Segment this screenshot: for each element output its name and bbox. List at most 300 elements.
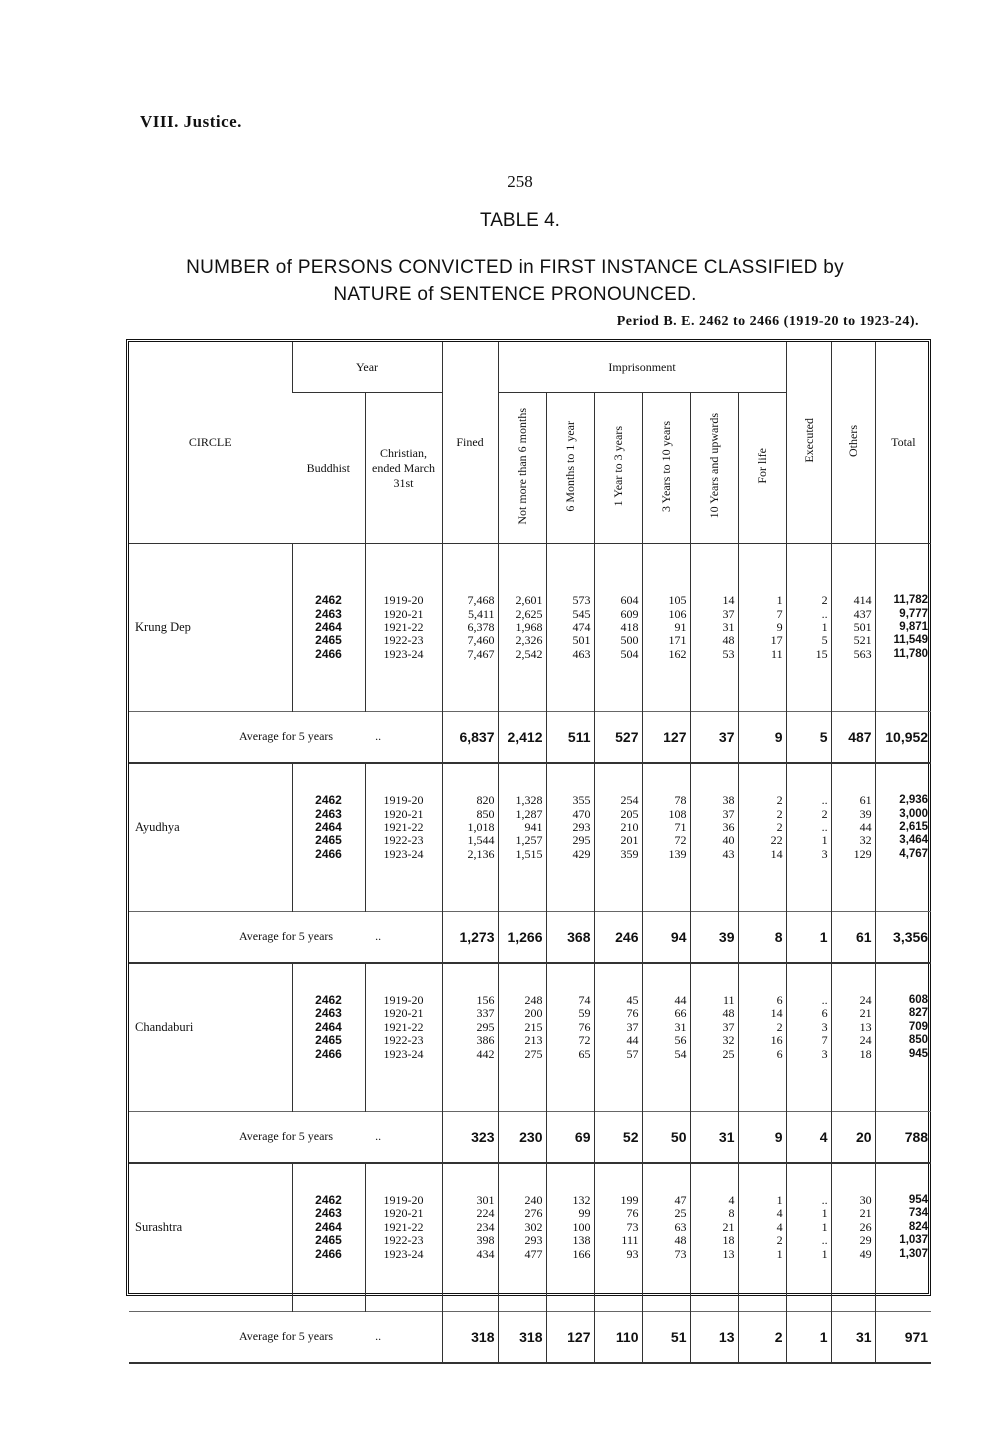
- avg-c1-cell: 2,412: [498, 711, 546, 763]
- spacer-cell: [442, 1061, 498, 1112]
- c3-cell: 500: [594, 634, 642, 647]
- exe-cell: 2: [786, 594, 831, 607]
- col-imp-6-label: For life: [755, 448, 770, 484]
- c5-cell: 37: [690, 1021, 738, 1034]
- spacer-cell: [292, 963, 365, 994]
- spacer-cell: [442, 1261, 498, 1312]
- christian-year-cell: 1923-24: [365, 848, 442, 861]
- col-executed-label: Executed: [801, 418, 816, 463]
- avg-tot-cell: 10,952: [875, 711, 931, 763]
- c5-cell: 43: [690, 848, 738, 861]
- exe-cell: ..: [786, 1194, 831, 1207]
- table-title: [150, 254, 880, 308]
- exe-cell: 1: [786, 1247, 831, 1260]
- spacer-cell: [594, 1061, 642, 1112]
- tot-cell: 1,037: [875, 1234, 931, 1247]
- avg-c3-cell: 246: [594, 911, 642, 963]
- c4-cell: 171: [642, 634, 690, 647]
- avg-c4-cell: 51: [642, 1311, 690, 1363]
- c6-cell: 14: [738, 848, 786, 861]
- spacer-row: [129, 661, 931, 712]
- buddhist-year-cell: 2464: [292, 621, 365, 634]
- buddhist-year-cell: 2463: [292, 807, 365, 820]
- spacer-cell: [292, 1061, 365, 1112]
- spacer-cell: [594, 544, 642, 595]
- avg-c1-cell: 1,266: [498, 911, 546, 963]
- col-circle: CIRCLE: [129, 342, 292, 544]
- circle-cell: [129, 821, 292, 834]
- spacer-cell: [594, 763, 642, 794]
- spacer-row: [129, 1261, 931, 1312]
- christian-year-cell: 1920-21: [365, 1207, 442, 1220]
- spacer-row: [129, 763, 931, 794]
- circle-cell: [129, 607, 292, 620]
- spacer-cell: [292, 661, 365, 712]
- oth-cell: 501: [831, 621, 875, 634]
- spacer-cell: [642, 1163, 690, 1194]
- spacer-cell: [129, 1163, 292, 1194]
- exe-cell: ..: [786, 607, 831, 620]
- oth-cell: 21: [831, 1207, 875, 1220]
- table-row: [129, 1247, 931, 1260]
- avg-c3-cell: 52: [594, 1111, 642, 1163]
- avg-fined-cell: 318: [442, 1311, 498, 1363]
- table-row: [129, 1194, 931, 1207]
- c1-cell: 293: [498, 1234, 546, 1247]
- c4-cell: 72: [642, 834, 690, 847]
- oth-cell: 49: [831, 1247, 875, 1260]
- c6-cell: 14: [738, 1007, 786, 1020]
- avg-oth-cell: 61: [831, 911, 875, 963]
- tot-cell: 945: [875, 1047, 931, 1060]
- christian-year-cell: 1922-23: [365, 834, 442, 847]
- average-label: Average for 5 years: [239, 929, 334, 944]
- spacer-cell: [875, 1061, 931, 1112]
- col-year: Year: [292, 342, 442, 393]
- fined-cell: 820: [442, 794, 498, 807]
- table-row: [129, 994, 931, 1007]
- spacer-cell: [546, 661, 594, 712]
- avg-oth-cell: 487: [831, 711, 875, 763]
- tot-cell: 11,780: [875, 648, 931, 661]
- col-imp-1-label: Not more than 6 months: [515, 407, 529, 525]
- c4-cell: 44: [642, 994, 690, 1007]
- c6-cell: 1: [738, 1247, 786, 1260]
- avg-c5-cell: 13: [690, 1311, 738, 1363]
- col-imp-2: [546, 393, 594, 544]
- circle-cell: [129, 848, 292, 861]
- oth-cell: 32: [831, 834, 875, 847]
- avg-c3-cell: 110: [594, 1311, 642, 1363]
- spacer-cell: [875, 1163, 931, 1194]
- spacer-cell: [831, 661, 875, 712]
- spacer-cell: [498, 661, 546, 712]
- avg-oth-cell: 31: [831, 1311, 875, 1363]
- fined-cell: 386: [442, 1034, 498, 1047]
- spacer-cell: [498, 963, 546, 994]
- christian-year-cell: 1921-22: [365, 1221, 442, 1234]
- c2-cell: 573: [546, 594, 594, 607]
- spacer-row: [129, 1163, 931, 1194]
- spacer-cell: [786, 861, 831, 912]
- spacer-cell: [129, 661, 292, 712]
- buddhist-year-cell: 2462: [292, 1194, 365, 1207]
- circle-cell: [129, 1021, 292, 1034]
- spacer-cell: [875, 963, 931, 994]
- spacer-cell: [442, 661, 498, 712]
- oth-cell: 414: [831, 594, 875, 607]
- average-label-cell: [129, 1311, 442, 1363]
- avg-c4-cell: 127: [642, 711, 690, 763]
- exe-cell: 3: [786, 848, 831, 861]
- tot-cell: 954: [875, 1194, 931, 1207]
- avg-c2-cell: 368: [546, 911, 594, 963]
- spacer-cell: [786, 661, 831, 712]
- exe-cell: 7: [786, 1034, 831, 1047]
- page-number: 258: [507, 172, 533, 191]
- buddhist-year-cell: 2462: [292, 994, 365, 1007]
- buddhist-year-cell: 2465: [292, 634, 365, 647]
- avg-exe-cell: 1: [786, 1311, 831, 1363]
- spacer-cell: [594, 1261, 642, 1312]
- circle-cell: [129, 1247, 292, 1260]
- oth-cell: 18: [831, 1047, 875, 1060]
- tot-cell: 608: [875, 994, 931, 1007]
- spacer-cell: [738, 763, 786, 794]
- c3-cell: 111: [594, 1234, 642, 1247]
- avg-tot-cell: 971: [875, 1311, 931, 1363]
- c1-cell: 2,542: [498, 648, 546, 661]
- c5-cell: 37: [690, 607, 738, 620]
- c2-cell: 295: [546, 834, 594, 847]
- average-row: [129, 1111, 931, 1163]
- buddhist-year-cell: 2462: [292, 794, 365, 807]
- spacer-cell: [442, 1163, 498, 1194]
- tot-cell: 3,000: [875, 807, 931, 820]
- spacer-cell: [875, 763, 931, 794]
- tot-cell: 850: [875, 1034, 931, 1047]
- tot-cell: 2,936: [875, 794, 931, 807]
- avg-c6-cell: 9: [738, 1111, 786, 1163]
- c6-cell: 6: [738, 994, 786, 1007]
- spacer-cell: [875, 544, 931, 595]
- oth-cell: 44: [831, 821, 875, 834]
- spacer-cell: [498, 763, 546, 794]
- c3-cell: 73: [594, 1221, 642, 1234]
- c2-cell: 132: [546, 1194, 594, 1207]
- circle-cell: [129, 994, 292, 1007]
- section-heading: VIII. Justice.: [140, 112, 242, 131]
- c1-cell: 213: [498, 1034, 546, 1047]
- spacer-cell: [546, 1163, 594, 1194]
- spacer-cell: [365, 763, 442, 794]
- spacer-cell: [365, 861, 442, 912]
- avg-oth-cell: 20: [831, 1111, 875, 1163]
- circle-cell: [129, 648, 292, 661]
- spacer-cell: [690, 963, 738, 994]
- christian-year-cell: 1922-23: [365, 1234, 442, 1247]
- fined-cell: 442: [442, 1047, 498, 1060]
- avg-c4-cell: 50: [642, 1111, 690, 1163]
- spacer-cell: [831, 861, 875, 912]
- spacer-cell: [129, 861, 292, 912]
- c6-cell: 2: [738, 821, 786, 834]
- c3-cell: 504: [594, 648, 642, 661]
- christian-year-cell: 1921-22: [365, 821, 442, 834]
- exe-cell: 5: [786, 634, 831, 647]
- spacer-cell: [365, 1061, 442, 1112]
- tot-cell: 9,777: [875, 607, 931, 620]
- christian-year-cell: 1923-24: [365, 1047, 442, 1060]
- c2-cell: 138: [546, 1234, 594, 1247]
- convictions-table-frame: [126, 339, 931, 1345]
- c2-cell: 76: [546, 1021, 594, 1034]
- table-row: [129, 1034, 931, 1047]
- c3-cell: 604: [594, 594, 642, 607]
- spacer-cell: [292, 1163, 365, 1194]
- circle-name: Surashtra: [135, 1219, 183, 1234]
- fined-cell: 7,468: [442, 594, 498, 607]
- spacer-row: [129, 861, 931, 912]
- period-label: Period B. E. 2462 to 2466 (1919-20 to 1923-24).: [616, 314, 919, 329]
- spacer-cell: [831, 1061, 875, 1112]
- c6-cell: 16: [738, 1034, 786, 1047]
- spacer-cell: [642, 763, 690, 794]
- spacer-cell: [546, 544, 594, 595]
- table-row: [129, 1021, 931, 1034]
- col-christian: Christian, ended March 31st: [365, 393, 442, 544]
- spacer-cell: [129, 963, 292, 994]
- buddhist-year-cell: 2464: [292, 821, 365, 834]
- circle-name: Ayudhya: [135, 819, 180, 834]
- col-imp-2-label: 6 Months to 1 year: [563, 420, 577, 512]
- col-imp-4-label: 3 Years to 10 years: [659, 420, 673, 512]
- circle-cell: [129, 1221, 292, 1234]
- christian-year-cell: 1920-21: [365, 1007, 442, 1020]
- c4-cell: 54: [642, 1047, 690, 1060]
- spacer-cell: [786, 1061, 831, 1112]
- oth-cell: 437: [831, 607, 875, 620]
- spacer-cell: [642, 963, 690, 994]
- c2-cell: 463: [546, 648, 594, 661]
- col-executed: [786, 342, 831, 544]
- spacer-cell: [642, 1261, 690, 1312]
- table-row: [129, 621, 931, 634]
- table-row: [129, 1221, 931, 1234]
- avg-tot-cell: 788: [875, 1111, 931, 1163]
- c2-cell: 99: [546, 1207, 594, 1220]
- c5-cell: 48: [690, 1007, 738, 1020]
- exe-cell: ..: [786, 1234, 831, 1247]
- c5-cell: 18: [690, 1234, 738, 1247]
- table-row: [129, 794, 931, 807]
- table-title-line2: NATURE of SENTENCE PRONOUNCED.: [333, 284, 697, 305]
- spacer-cell: [738, 861, 786, 912]
- oth-cell: 13: [831, 1021, 875, 1034]
- tot-cell: 11,549: [875, 634, 931, 647]
- c2-cell: 470: [546, 807, 594, 820]
- circle-cell: [129, 1234, 292, 1247]
- c1-cell: 1,257: [498, 834, 546, 847]
- c6-cell: 1: [738, 594, 786, 607]
- exe-cell: 15: [786, 648, 831, 661]
- avg-c2-cell: 69: [546, 1111, 594, 1163]
- c5-cell: 21: [690, 1221, 738, 1234]
- spacer-cell: [498, 1163, 546, 1194]
- oth-cell: 30: [831, 1194, 875, 1207]
- c1-cell: 276: [498, 1207, 546, 1220]
- avg-fined-cell: 323: [442, 1111, 498, 1163]
- c6-cell: 4: [738, 1221, 786, 1234]
- circle-cell: [129, 1047, 292, 1060]
- tot-cell: 9,871: [875, 621, 931, 634]
- spacer-cell: [546, 963, 594, 994]
- c4-cell: 31: [642, 1021, 690, 1034]
- c3-cell: 199: [594, 1194, 642, 1207]
- exe-cell: 3: [786, 1021, 831, 1034]
- col-imp-5-label: 10 Years and upwards: [707, 413, 721, 519]
- spacer-cell: [690, 661, 738, 712]
- c5-cell: 37: [690, 807, 738, 820]
- average-label: Average for 5 years: [239, 1129, 334, 1144]
- c2-cell: 355: [546, 794, 594, 807]
- c4-cell: 139: [642, 848, 690, 861]
- spacer-cell: [498, 1261, 546, 1312]
- table-row: [129, 607, 931, 620]
- tot-cell: 4,767: [875, 848, 931, 861]
- spacer-cell: [642, 661, 690, 712]
- avg-c4-cell: 94: [642, 911, 690, 963]
- avg-c2-cell: 511: [546, 711, 594, 763]
- fined-cell: 2,136: [442, 848, 498, 861]
- c3-cell: 609: [594, 607, 642, 620]
- buddhist-year-cell: 2466: [292, 648, 365, 661]
- avg-fined-cell: 1,273: [442, 911, 498, 963]
- c4-cell: 91: [642, 621, 690, 634]
- fined-cell: 398: [442, 1234, 498, 1247]
- christian-year-cell: 1922-23: [365, 634, 442, 647]
- spacer-cell: [738, 661, 786, 712]
- spacer-cell: [292, 544, 365, 595]
- buddhist-year-cell: 2462: [292, 594, 365, 607]
- c5-cell: 14: [690, 594, 738, 607]
- c6-cell: 7: [738, 607, 786, 620]
- spacer-cell: [738, 1261, 786, 1312]
- christian-year-cell: 1923-24: [365, 648, 442, 661]
- c5-cell: 36: [690, 821, 738, 834]
- c3-cell: 76: [594, 1207, 642, 1220]
- spacer-cell: [365, 963, 442, 994]
- average-label: Average for 5 years: [239, 1329, 334, 1344]
- circle-name: Krung Dep: [135, 619, 191, 634]
- c1-cell: 240: [498, 1194, 546, 1207]
- spacer-cell: [365, 1261, 442, 1312]
- table-row: [129, 834, 931, 847]
- spacer-cell: [690, 861, 738, 912]
- c5-cell: 31: [690, 621, 738, 634]
- buddhist-year-cell: 2463: [292, 1007, 365, 1020]
- spacer-cell: [292, 763, 365, 794]
- christian-year-cell: 1921-22: [365, 621, 442, 634]
- circle-cell: [129, 1207, 292, 1220]
- table-row: [129, 1047, 931, 1060]
- table-body: [129, 544, 931, 1363]
- exe-cell: 1: [786, 621, 831, 634]
- c3-cell: 44: [594, 1034, 642, 1047]
- spacer-cell: [642, 544, 690, 595]
- tot-cell: 827: [875, 1007, 931, 1020]
- col-imprisonment: Imprisonment: [498, 342, 786, 393]
- exe-cell: 1: [786, 1221, 831, 1234]
- buddhist-year-cell: 2466: [292, 848, 365, 861]
- spacer-cell: [129, 1261, 292, 1312]
- avg-c5-cell: 37: [690, 711, 738, 763]
- average-label-cell: [129, 1111, 442, 1163]
- fined-cell: 5,411: [442, 607, 498, 620]
- table-row: [129, 648, 931, 661]
- exe-cell: 1: [786, 834, 831, 847]
- tot-cell: 11,782: [875, 594, 931, 607]
- buddhist-year-cell: 2466: [292, 1247, 365, 1260]
- c3-cell: 93: [594, 1247, 642, 1260]
- circle-cell: [129, 1194, 292, 1207]
- spacer-cell: [129, 763, 292, 794]
- spacer-cell: [786, 1163, 831, 1194]
- exe-cell: ..: [786, 794, 831, 807]
- c4-cell: 71: [642, 821, 690, 834]
- fined-cell: 1,544: [442, 834, 498, 847]
- buddhist-year-cell: 2463: [292, 607, 365, 620]
- table-row: [129, 1207, 931, 1220]
- c2-cell: 65: [546, 1047, 594, 1060]
- average-label-cell: [129, 911, 442, 963]
- c3-cell: 45: [594, 994, 642, 1007]
- buddhist-year-cell: 2463: [292, 1207, 365, 1220]
- c2-cell: 74: [546, 994, 594, 1007]
- tot-cell: 1,307: [875, 1247, 931, 1260]
- avg-c5-cell: 31: [690, 1111, 738, 1163]
- c6-cell: 1: [738, 1194, 786, 1207]
- tot-cell: 2,615: [875, 821, 931, 834]
- average-dots: ..: [375, 1329, 382, 1344]
- spacer-cell: [442, 763, 498, 794]
- spacer-cell: [875, 861, 931, 912]
- table-row: [129, 1234, 931, 1247]
- circle-name: Chandaburi: [135, 1019, 194, 1034]
- c3-cell: 201: [594, 834, 642, 847]
- c6-cell: 2: [738, 807, 786, 820]
- c4-cell: 56: [642, 1034, 690, 1047]
- avg-c6-cell: 2: [738, 1311, 786, 1363]
- c4-cell: 78: [642, 794, 690, 807]
- c5-cell: 38: [690, 794, 738, 807]
- c5-cell: 48: [690, 634, 738, 647]
- fined-cell: 1,018: [442, 821, 498, 834]
- tot-cell: 3,464: [875, 834, 931, 847]
- spacer-cell: [738, 963, 786, 994]
- c2-cell: 293: [546, 821, 594, 834]
- buddhist-year-cell: 2464: [292, 1221, 365, 1234]
- avg-c1-cell: 318: [498, 1311, 546, 1363]
- col-imp-3-label: 1 Year to 3 years: [611, 425, 625, 507]
- c3-cell: 76: [594, 1007, 642, 1020]
- c6-cell: 22: [738, 834, 786, 847]
- spacer-cell: [498, 1061, 546, 1112]
- christian-year-cell: 1919-20: [365, 1194, 442, 1207]
- col-imp-6: [738, 393, 786, 544]
- oth-cell: 24: [831, 1034, 875, 1047]
- christian-year-cell: 1923-24: [365, 1247, 442, 1260]
